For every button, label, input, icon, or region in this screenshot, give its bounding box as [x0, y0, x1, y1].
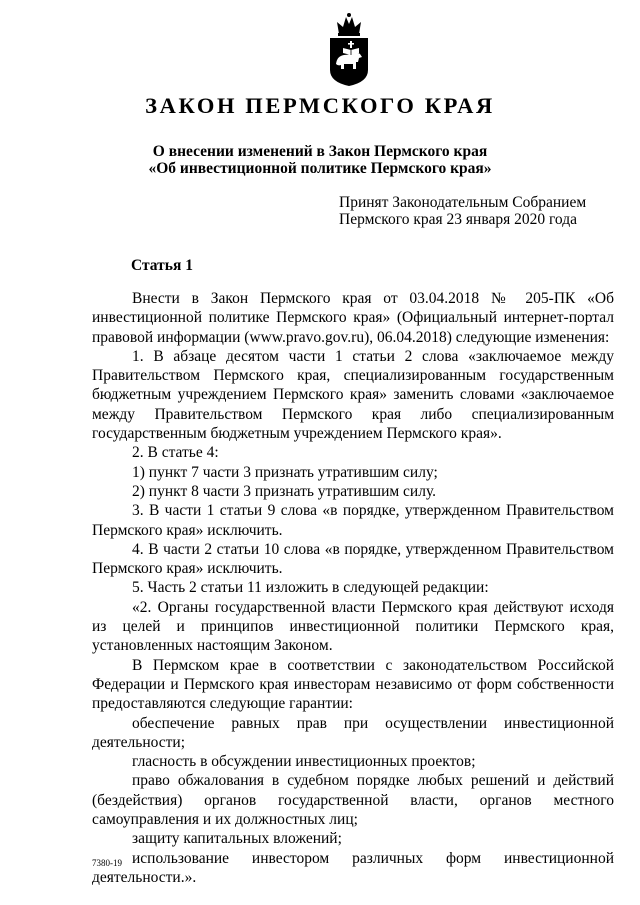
article-body: [92, 289, 614, 887]
paragraph: защиту капитальных вложений;: [132, 830, 342, 848]
adoption-line: Пермского края 23 января 2020 года: [339, 211, 577, 228]
paragraph: 2. В статье 4:: [132, 444, 219, 462]
paragraph: использование инвестором различных форм инвестиционной деятельности.».: [92, 849, 614, 886]
subtitle-line: «Об инвестиционной политике Пермского края»: [148, 160, 492, 177]
paragraph: 5. Часть 2 статьи 11 изложить в следующей редакции:: [132, 579, 489, 597]
paragraph: «2. Органы государственной власти Пермского края действуют исходя из целей и принципов инвестиционной политики Пермского края, установленных настоящим Законом.: [92, 598, 614, 655]
document-subtitle: [0, 143, 640, 177]
document-code: 7380-19: [92, 858, 122, 868]
paragraph: 4. В части 2 статьи 10 слова «в порядке, утвержденном Правительством Пермского края» исключить.: [92, 540, 614, 578]
document-title: ЗАКОН ПЕРМСКОГО КРАЯ: [145, 93, 495, 118]
paragraph: 1) пункт 7 части 3 признать утратившим силу;: [132, 463, 438, 481]
coat-of-arms-icon: [327, 12, 371, 88]
paragraph: право обжалования в судебном порядке любых решений и действий (бездействия) органов государственной власти, органов местного самоуправления и их должностных лиц;: [92, 772, 614, 829]
paragraph: 3. В части 1 статьи 9 слова «в порядке, утвержденном Правительством Пермского края» исключить.: [92, 502, 614, 539]
paragraph: 2) пункт 8 части 3 признать утратившим силу.: [132, 482, 437, 500]
article-heading: Статья 1: [131, 257, 193, 274]
adoption-line: Принят Законодательным Собранием: [339, 194, 587, 211]
adoption-note: [339, 194, 629, 228]
paragraph: гласность в обсуждении инвестиционных проектов;: [132, 753, 476, 771]
paragraph: В Пермском крае в соответствии с законодательством Российской Федерации и Пермского края инвесторам независимо от форм собственности предоставляются следующие гарантии:: [92, 656, 614, 713]
paragraph: обеспечение равных прав при осуществлении инвестиционной деятельности;: [92, 714, 614, 751]
paragraph: 1. В абзаце десятом части 1 статьи 2 слова «заключаемое между Правительством Пермского края, специализированным государственным бюджетным учреждением Пермского края» заменить словами «заключаемое между Правительством Пермского края либо специализированным государственным бюджетным учреждением Пермского края».: [92, 347, 614, 443]
paragraph: Внести в Закон Пермского края от 03.04.2018 № 205-ПК «Об инвестиционной политике Пермского края» (Официальный интернет-портал правовой информации (www.pravo.gov.ru), 06.04.2018) следующие изменения:: [92, 290, 614, 346]
subtitle-line: О внесении изменений в Закон Пермского края: [152, 143, 488, 160]
